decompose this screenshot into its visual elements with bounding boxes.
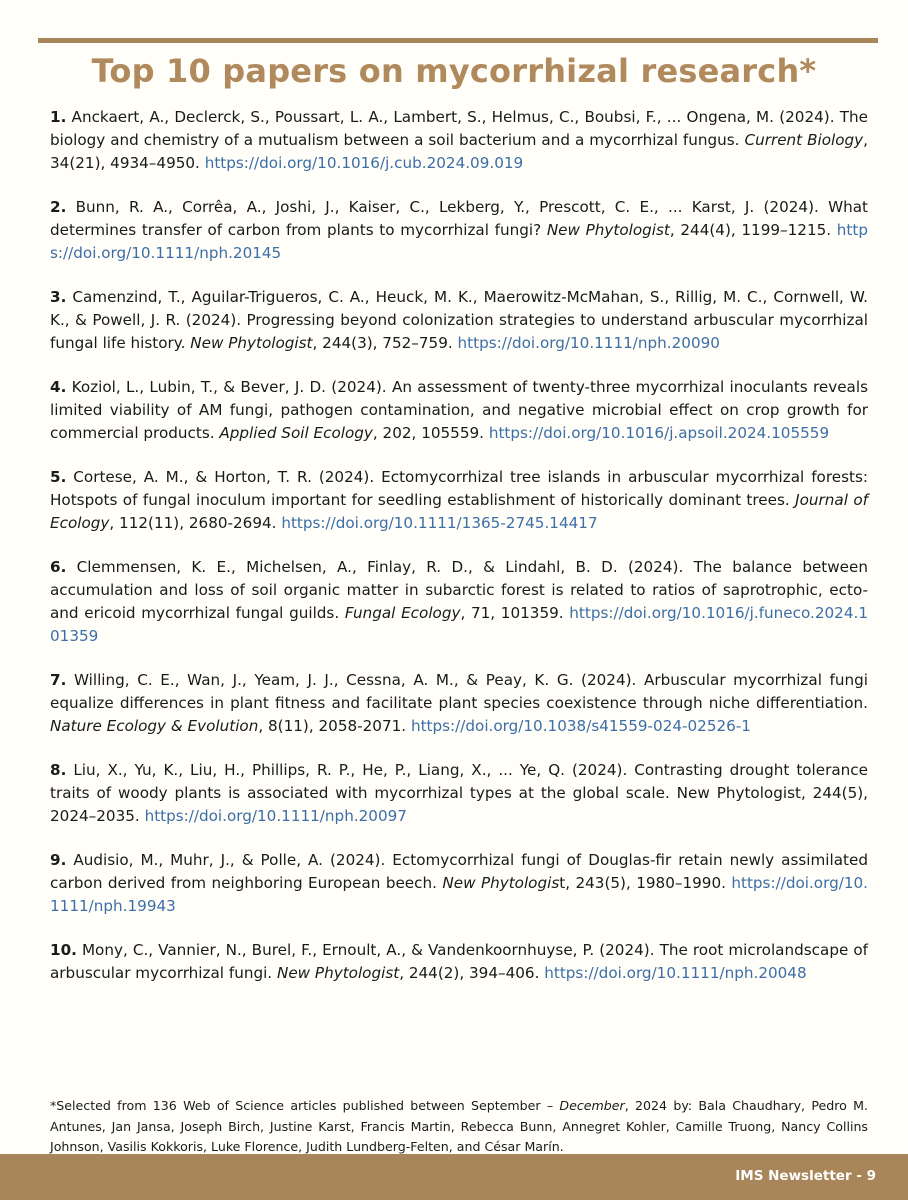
reference-text: Bunn, R. A., Corrêa, A., Joshi, J., Kaiser, C., Lekberg, Y., Prescott, C. E., ... Karst, J. (2024). What determines transfer of carbon from plants to mycorrhizal fungi? bbox=[50, 198, 868, 239]
reference-text: Koziol, L., Lubin, T., & Bever, J. D. (2024). An assessment of twenty-three mycorrhizal inoculants reveals limited viability of AM fungi, pathogen contamination, and negative microbial effect on crop growth for commercial products. bbox=[50, 378, 868, 442]
reference-journal: Applied Soil Ecology bbox=[219, 424, 373, 442]
doi-link[interactable]: https://doi.org/10.1111/nph.20048 bbox=[544, 964, 807, 982]
reference-number: 3. bbox=[50, 288, 67, 306]
reference-item bbox=[50, 669, 868, 738]
reference-text: Anckaert, A., Declerck, S., Poussart, L. A., Lambert, S., Helmus, C., Boubsi, F., ... Ongena, M. (2024). The biology and chemistry of a mutualism between a soil bacterium and a mycorrhizal fungus. bbox=[50, 108, 868, 149]
reference-journal: Nature Ecology & Evolution bbox=[50, 717, 259, 735]
doi-link[interactable]: https://doi.org/10.1111/nph.20090 bbox=[457, 334, 720, 352]
footer-bar bbox=[0, 1154, 908, 1200]
reference-list bbox=[50, 106, 868, 1006]
reference-journal: Journal of Ecology bbox=[50, 491, 868, 532]
reference-text: Camenzind, T., Aguilar-Trigueros, C. A., Heuck, M. K., Maerowitz-McMahan, S., Rillig, M. C., Cornwell, W. K., & Powell, J. R. (2024). Progressing beyond colonization strategies to understand arbuscular mycorrhizal fungal life history. bbox=[50, 288, 868, 352]
reference-details: , 112(11), 2680-2694. bbox=[109, 514, 282, 532]
reference-details: , 202, 105559. bbox=[372, 424, 489, 442]
doi-link[interactable]: https://doi.org/10.1111/1365-2745.14417 bbox=[281, 514, 598, 532]
top-rule bbox=[38, 38, 878, 43]
reference-number: 10. bbox=[50, 941, 77, 959]
reference-text: Audisio, M., Muhr, J., & Polle, A. (2024). Ectomycorrhizal fungi of Douglas-fir retain newly assimilated carbon derived from neighboring European beech. bbox=[50, 851, 868, 892]
reference-details: , 8(11), 2058-2071. bbox=[258, 717, 411, 735]
doi-link[interactable]: https://doi.org/10.1111/nph.20097 bbox=[144, 807, 407, 825]
reference-journal: New Phytologist bbox=[276, 964, 400, 982]
reference-number: 4. bbox=[50, 378, 67, 396]
reference-number: 5. bbox=[50, 468, 67, 486]
footnote bbox=[50, 1096, 868, 1158]
reference-item bbox=[50, 759, 868, 828]
reference-item bbox=[50, 466, 868, 535]
doi-link[interactable]: https://doi.org/10.1111/nph.19943 bbox=[50, 874, 868, 915]
reference-item bbox=[50, 376, 868, 445]
reference-item bbox=[50, 286, 868, 355]
reference-details: , 244(2), 394–406. bbox=[399, 964, 545, 982]
reference-details: , 244(3), 752–759. bbox=[312, 334, 458, 352]
doi-link[interactable]: https://doi.org/10.1016/j.cub.2024.09.019 bbox=[204, 154, 524, 172]
reference-journal: New Phytologist bbox=[546, 221, 670, 239]
reference-item bbox=[50, 849, 868, 918]
reference-number: 2. bbox=[50, 198, 67, 216]
reference-journal: Fungal Ecology bbox=[344, 604, 461, 622]
doi-link[interactable]: https://doi.org/10.1038/s41559-024-02526-1 bbox=[410, 717, 751, 735]
reference-journal: Current Biology bbox=[744, 131, 864, 149]
footnote-text: *Selected from 136 Web of Science articles published between September – bbox=[50, 1098, 560, 1113]
page-title: Top 10 papers on mycorrhizal research* bbox=[91, 52, 817, 90]
reference-text: Mony, C., Vannier, N., Burel, F., Ernoult, A., & Vandenkoornhuyse, P. (2024). The root microlandscape of arbuscular mycorrhizal fungi. bbox=[50, 941, 868, 982]
reference-details: , 34(21), 4934–4950. bbox=[50, 131, 868, 172]
footnote-italic: December bbox=[559, 1098, 625, 1113]
reference-number: 6. bbox=[50, 558, 67, 576]
reference-journal: New Phytologist bbox=[190, 334, 313, 352]
reference-details: t, 243(5), 1980–1990. bbox=[559, 874, 732, 892]
reference-text: Liu, X., Yu, K., Liu, H., Phillips, R. P., He, P., Liang, X., ... Ye, Q. (2024). Contrasting drought tolerance traits of woody plants is associated with mycorrhizal types at the global scale. New Phytologist, 244(5), 2024–2035. bbox=[50, 761, 868, 825]
doi-link[interactable]: https://doi.org/10.1111/nph.20145 bbox=[50, 221, 868, 262]
doi-link[interactable]: https://doi.org/10.1016/j.funeco.2024.101359 bbox=[50, 604, 868, 645]
reference-number: 8. bbox=[50, 761, 67, 779]
reference-text: Cortese, A. M., & Horton, T. R. (2024). Ectomycorrhizal tree islands in arbuscular mycorrhizal forests: Hotspots of fungal inoculum important for seedling establishment of historically dominant trees. bbox=[50, 468, 868, 509]
reference-item bbox=[50, 939, 868, 985]
reference-details: , 244(4), 1199–1215. bbox=[669, 221, 837, 239]
reference-item bbox=[50, 106, 868, 175]
reference-number: 7. bbox=[50, 671, 67, 689]
reference-text: Clemmensen, K. E., Michelsen, A., Finlay, R. D., & Lindahl, B. D. (2024). The balance between accumulation and loss of soil organic matter in subarctic forest is related to ratios of saprotrophic, ecto- and ericoid mycorrhizal fungal guilds. bbox=[50, 558, 868, 622]
footnote-text-end: , 2024 by: Bala Chaudhary, Pedro M. Antunes, Jan Jansa, Joseph Birch, Justine Karst, Francis Martin, Rebecca Bunn, Annegret Kohler, Camille Truong, Nancy Collins Johnson, Vasilis Kokkoris, Luke Florence, Judith Lundberg-Felten, and César Marín. bbox=[50, 1098, 868, 1154]
newsletter-page-label: IMS Newsletter - 9 bbox=[735, 1168, 876, 1184]
reference-number: 1. bbox=[50, 108, 67, 126]
reference-number: 9. bbox=[50, 851, 67, 869]
reference-item bbox=[50, 556, 868, 648]
reference-details: , 71, 101359. bbox=[460, 604, 570, 622]
reference-text: Willing, C. E., Wan, J., Yeam, J. J., Cessna, A. M., & Peay, K. G. (2024). Arbuscular mycorrhizal fungi equalize differences in plant fitness and facilitate plant species coexistence through niche differentiation. bbox=[50, 671, 868, 712]
reference-item bbox=[50, 196, 868, 265]
doi-link[interactable]: https://doi.org/10.1016/j.apsoil.2024.105559 bbox=[488, 424, 830, 442]
reference-journal: New Phytologis bbox=[442, 874, 560, 892]
